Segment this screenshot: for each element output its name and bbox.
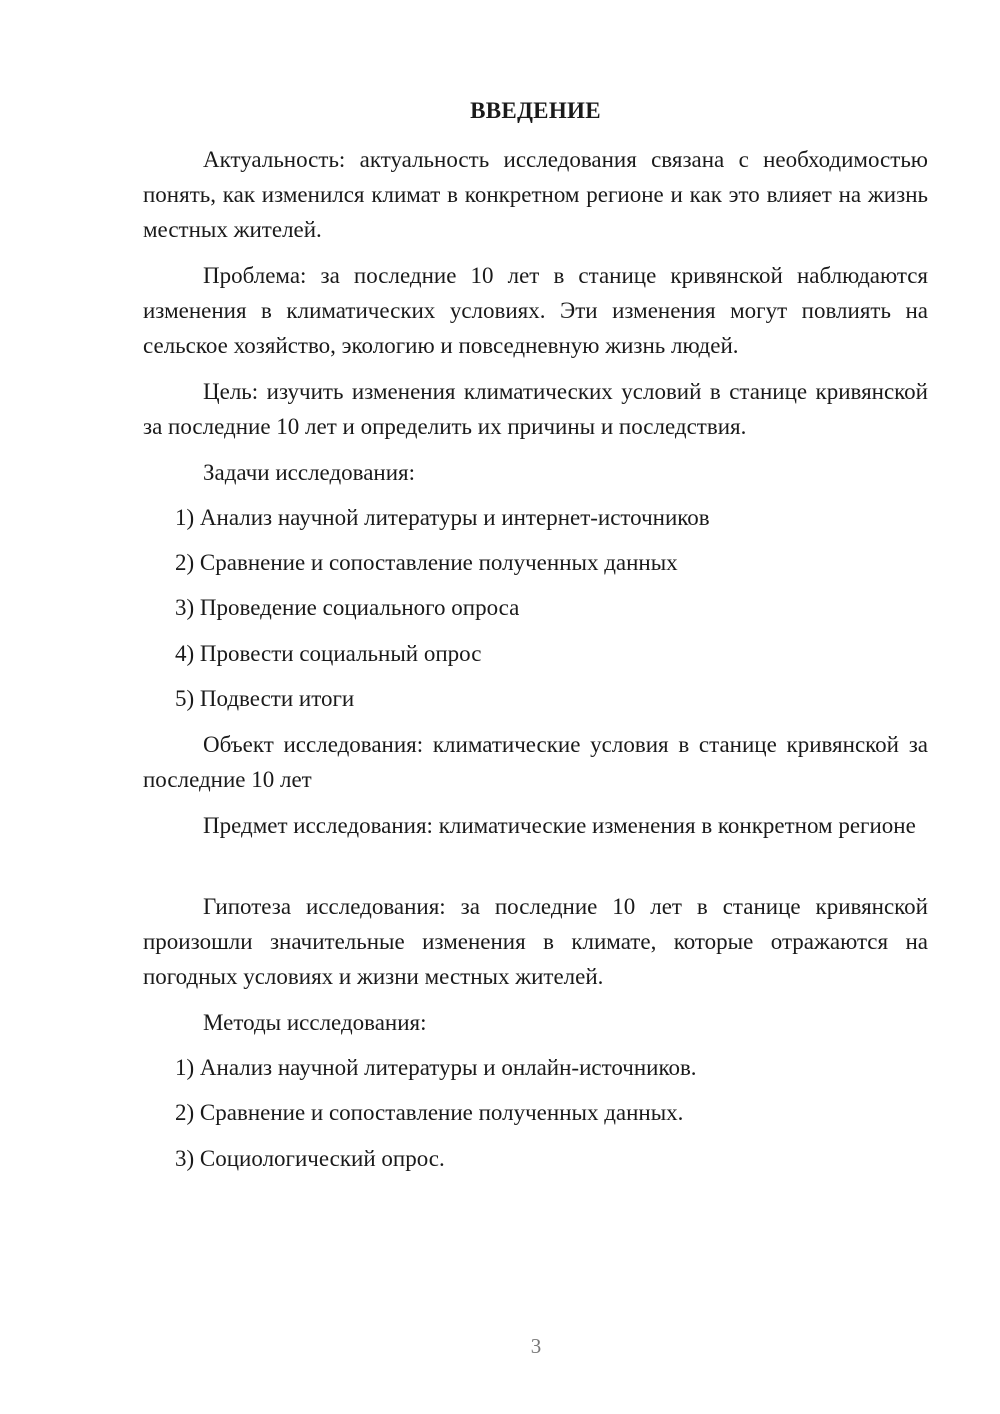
tasks-heading: Задачи исследования: (203, 460, 416, 485)
hypothesis-paragraph: Гипотеза исследования: за последние 10 лет в станице кривянской произошли значительные изменения в климате, которые отражаются на погодных условиях и жизни местных жителей. (143, 894, 928, 989)
page-number: 3 (530, 1334, 542, 1358)
methods-heading: Методы исследования: (203, 1010, 427, 1035)
goal-paragraph: Цель: изучить изменения климатических условий в станице кривянской за последние 10 лет и определить их причины и последствия. (143, 379, 928, 439)
task-item: 5) Подвести итоги (175, 686, 355, 711)
object-paragraph: Объект исследования: климатические условия в станице кривянской за последние 10 лет (143, 732, 928, 792)
method-item: 3) Социологический опрос. (175, 1146, 445, 1171)
method-item: 2) Сравнение и сопоставление полученных данных. (175, 1100, 684, 1125)
page-title: ВВЕДЕНИЕ (470, 98, 601, 123)
task-item: 4) Провести социальный опрос (175, 641, 482, 666)
method-item: 1) Анализ научной литературы и онлайн-источников. (175, 1055, 697, 1080)
task-item: 2) Сравнение и сопоставление полученных данных (175, 550, 678, 575)
problem-paragraph: Проблема: за последние 10 лет в станице кривянской наблюдаются изменения в климатических условиях. Эти изменения могут повлиять на сельское хозяйство, экологию и повседневную жизнь людей. (143, 263, 928, 358)
task-item: 3) Проведение социального опроса (175, 595, 520, 620)
subject-paragraph: Предмет исследования: климатические изменения в конкретном регионе (203, 813, 916, 838)
task-item: 1) Анализ научной литературы и интернет-источников (175, 505, 710, 530)
relevance-paragraph: Актуальность: актуальность исследования связана с необходимостью понять, как изменился климат в конкретном регионе и как это влияет на жизнь местных жителей. (143, 147, 928, 242)
